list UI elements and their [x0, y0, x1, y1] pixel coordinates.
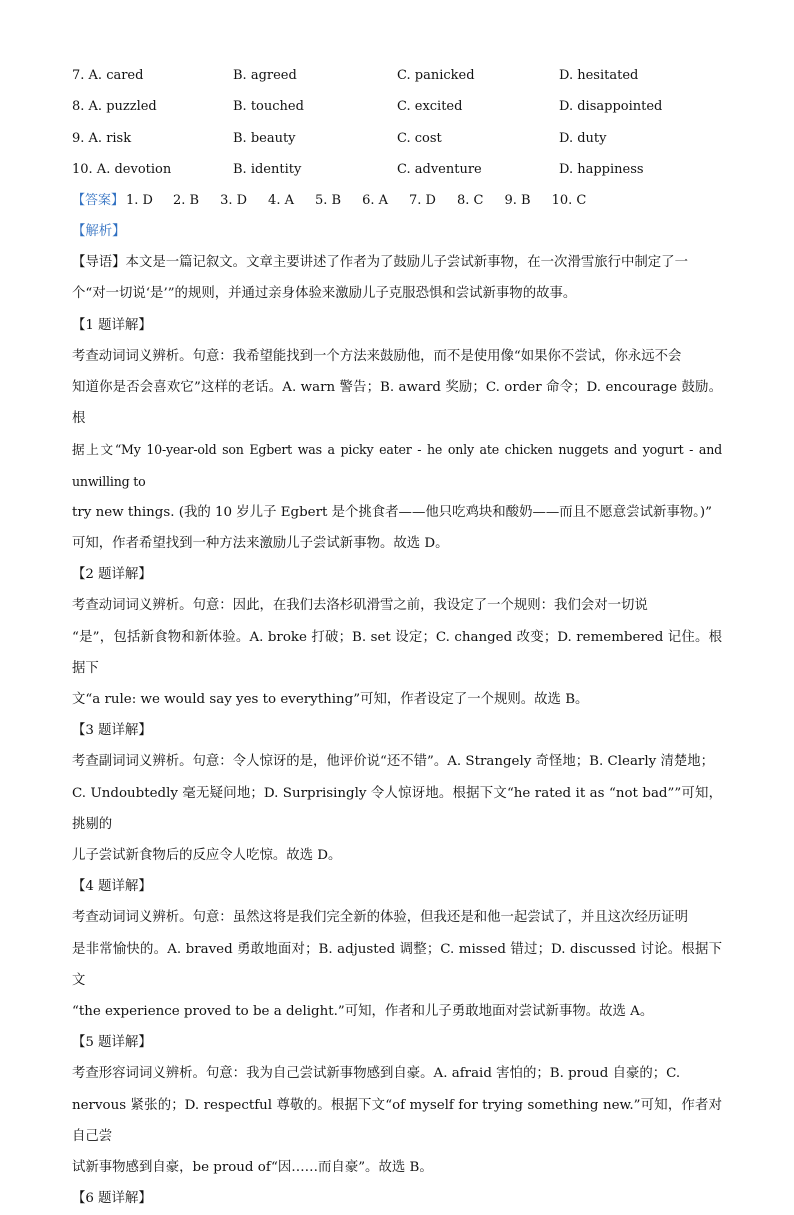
- option-c: C. cost: [397, 131, 442, 146]
- text-line: 考查形容词词义辨析。句意：我为自己尝试新事物感到自豪。A. afraid 害怕的；B. proud 自豪的；C.: [72, 1066, 681, 1082]
- text-line: 个“对一切说‘是’”的规则，并通过亲身体验来激励儿子克服恐惧和尝试新事物的故事。: [72, 286, 577, 302]
- q2-paragraph: [72, 590, 722, 715]
- option-c: C. excited: [397, 99, 463, 114]
- answer-item: 9. B: [504, 193, 531, 208]
- q5-paragraph: [72, 1058, 722, 1183]
- q3-paragraph: [72, 746, 722, 871]
- answer-item: 1. D: [126, 193, 153, 208]
- text-line: 是非常愉快的。A. braved 勇敢地面对；B. adjusted 调整；C. missed 错过；D. discussed 讨论。根据下文: [72, 941, 722, 988]
- option-b: B. identity: [233, 162, 302, 177]
- option-d: D. hesitated: [559, 68, 639, 83]
- text-line: 考查动词词义辨析。句意：虽然这将是我们完全新的体验，但我还是和他一起尝试了，并且这次经历证明: [72, 910, 688, 926]
- answer-item: 10. C: [551, 193, 587, 208]
- option-row-9: [72, 128, 752, 150]
- text-line: 考查动词词义辨析。句意：我希望能找到一个方法来鼓励他，而不是使用像“如果你不尝试，你永远不会: [72, 348, 682, 364]
- text-line: 据上文“My 10-year-old son Egbert was a picky eater - he only ate chicken nuggets and yogurt - and unwilling to: [72, 442, 722, 489]
- text-line: 考查副词词义辨析。句意：令人惊讶的是，他评价说“还不错”。A. Strangely 奇怪地；B. Clearly 清楚地；: [72, 754, 715, 770]
- text-line: try new things. (我的 10 岁儿子 Egbert 是个挑食者——他只吃鸡块和酸奶——而且不愿意尝试新事物。)”: [72, 504, 712, 520]
- answer-label: 【答案】: [72, 193, 125, 208]
- answer-item: 8. C: [456, 193, 484, 208]
- option-b: B. agreed: [233, 68, 297, 83]
- option-d: D. happiness: [559, 162, 644, 177]
- option-c: C. adventure: [397, 162, 482, 177]
- option-row-10: [72, 159, 752, 181]
- q1-paragraph: [72, 341, 722, 559]
- option-a: 8. A. puzzled: [72, 99, 157, 114]
- q1-heading: 【1 题详解】: [72, 317, 152, 333]
- text-line: 考查动词词义辨析。句意：因此，在我们去洛杉矶滑雪之前，我设定了一个规则：我们会对一切说: [72, 598, 648, 614]
- text-line: C. Undoubtedly 毫无疑问地；D. Surprisingly 令人惊讶地。根据下文“he rated it as “not bad””可知，挑剔的: [72, 785, 722, 832]
- option-c: C. panicked: [397, 68, 475, 83]
- option-d: D. disappointed: [559, 99, 663, 114]
- option-a: 9. A. risk: [72, 131, 132, 146]
- option-a: 10. A. devotion: [72, 162, 172, 177]
- answer-item: 7. D: [409, 193, 436, 208]
- text-line: 文“a rule: we would say yes to everything”可知，作者设定了一个规则。故选 B。: [72, 692, 589, 708]
- text-line: 儿子尝试新食物后的反应令人吃惊。故选 D。: [72, 848, 342, 864]
- text-line: nervous 紧张的；D. respectful 尊敬的。根据下文“of myself for trying something new.”可知，作者对自己尝: [72, 1097, 722, 1144]
- q4-heading: 【4 题详解】: [72, 879, 152, 895]
- guide-paragraph: [72, 247, 722, 309]
- text-line: 试新事物感到自豪，be proud of“因……而自豪”。故选 B。: [72, 1160, 433, 1176]
- option-a: 7. A. cared: [72, 68, 144, 83]
- answer-item: 3. D: [220, 193, 248, 208]
- option-row-8: [72, 96, 752, 118]
- text-line: 可知，作者希望找到一种方法来激励儿子尝试新事物。故选 D。: [72, 536, 449, 552]
- q4-paragraph: [72, 902, 722, 1027]
- answer-item: 4. A: [268, 193, 294, 208]
- q2-heading: 【2 题详解】: [72, 567, 152, 583]
- q6-heading: 【6 题详解】: [72, 1191, 152, 1207]
- option-b: B. touched: [233, 99, 304, 114]
- q3-heading: 【3 题详解】: [72, 723, 152, 739]
- analysis-section: [72, 216, 722, 1215]
- q5-heading: 【5 题详解】: [72, 1035, 152, 1051]
- answer-item: 6. A: [362, 193, 389, 208]
- text-line: 【导语】本文是一篇记叙文。文章主要讲述了作者为了鼓励儿子尝试新事物，在一次滑雪旅行中制定了一: [72, 255, 688, 271]
- option-row-7: [72, 65, 752, 87]
- text-line: “the experience proved to be a delight.”可知，作者和儿子勇敢地面对尝试新事物。故选 A。: [72, 1004, 654, 1020]
- text-line: 知道你是否会喜欢它”这样的老话。A. warn 警告；B. award 奖励；C. order 命令；D. encourage 鼓励。根: [72, 380, 722, 427]
- option-b: B. beauty: [233, 131, 296, 146]
- option-d: D. duty: [559, 131, 607, 146]
- analysis-heading: 【解析】: [72, 224, 126, 239]
- text-line: “是”，包括新食物和新体验。A. broke 打破；B. set 设定；C. changed 改变；D. remembered 记住。根据下: [72, 629, 722, 676]
- answer-key-row: [72, 190, 607, 212]
- answer-item: 5. B: [314, 193, 342, 208]
- answer-item: 2. B: [172, 193, 200, 208]
